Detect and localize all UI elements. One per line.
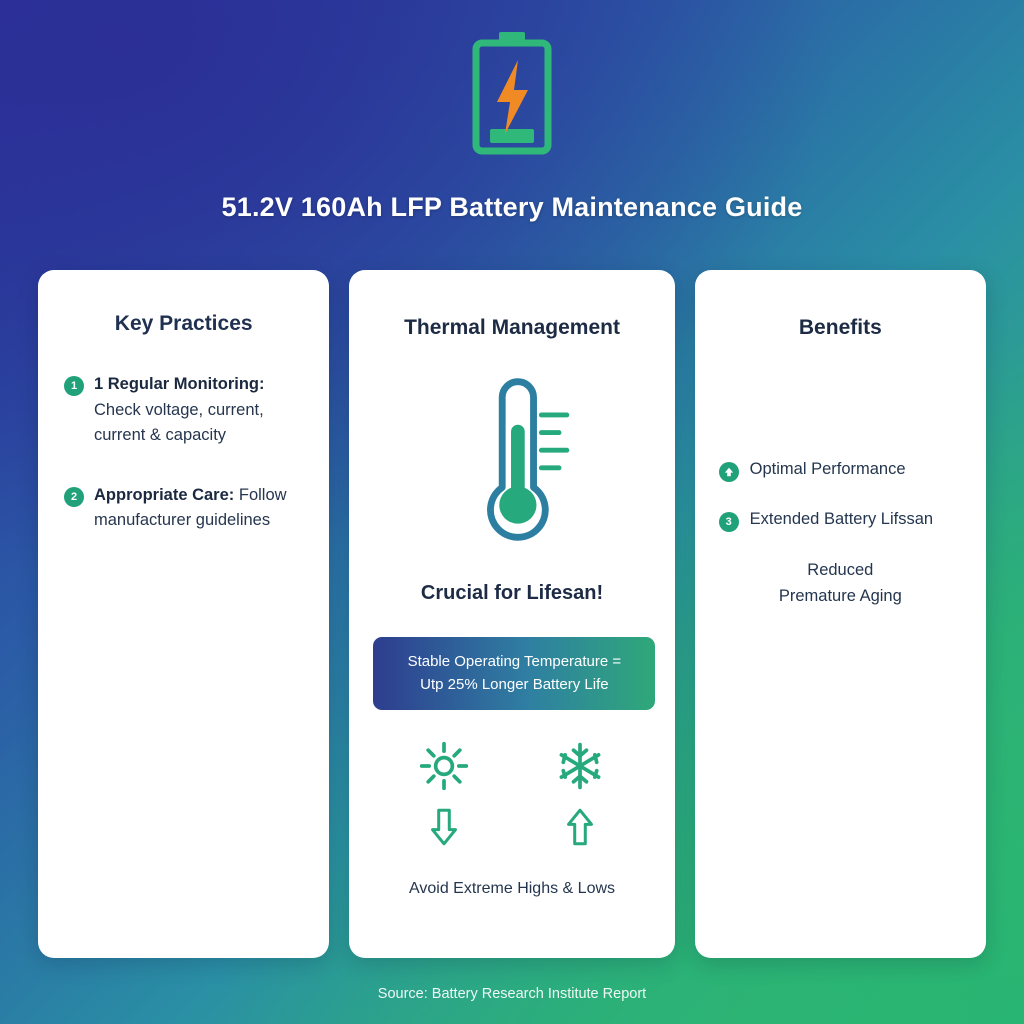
practice-lead: 1 Regular Monitoring:	[94, 375, 265, 393]
benefit-extra-line-1: Reduced	[807, 561, 874, 579]
benefits-list	[719, 458, 962, 609]
arrow-up-icon	[719, 462, 739, 482]
card-title-thermal: Thermal Management	[404, 316, 620, 339]
step-badge: 3	[719, 512, 739, 532]
cards-row	[38, 270, 986, 958]
sun-icon	[418, 740, 470, 797]
list-item	[64, 372, 303, 449]
poster-header	[0, 0, 1024, 265]
high-temperature-group	[418, 740, 470, 852]
page-title: 51.2V 160Ah LFP Battery Maintenance Guide	[221, 192, 803, 222]
card-thermal-management	[349, 270, 674, 958]
battery-bolt-icon	[469, 30, 555, 158]
avoid-extremes-caption: Avoid Extreme Highs & Lows	[409, 880, 616, 897]
list-item	[719, 458, 962, 482]
practice-detail: Follow manufacturer guidelines	[94, 485, 287, 530]
card-benefits	[695, 270, 986, 958]
benefit-label: Optimal Performance	[749, 460, 906, 478]
practice-text	[94, 372, 303, 449]
step-badge: 1	[64, 376, 84, 396]
practice-detail: Check voltage, current, current & capacity	[94, 400, 264, 445]
list-item	[64, 483, 303, 534]
card-title-benefits: Benefits	[798, 316, 882, 339]
key-practices-list	[64, 372, 303, 534]
step-badge: 2	[64, 487, 84, 507]
ribbon-line-1: Stable Operating Temperature =	[407, 653, 622, 670]
card-key-practices	[38, 270, 329, 958]
practice-text	[94, 483, 303, 534]
stable-temperature-ribbon	[373, 637, 655, 710]
low-temperature-group	[554, 740, 606, 852]
snowflake-icon	[554, 740, 606, 797]
practice-lead: Appropriate Care:	[94, 485, 235, 504]
weather-row	[373, 740, 650, 852]
ribbon-line-2: Utp 25% Longer Battery Life	[420, 675, 609, 693]
thermometer-icon	[373, 368, 650, 554]
source-note: Source: Battery Research Institute Report	[377, 986, 647, 1002]
benefit-label: Extended Battery Lifssan	[749, 510, 934, 528]
arrow-down-icon	[429, 807, 459, 852]
crucial-text: Crucial for Lifesan!	[420, 582, 604, 604]
arrow-up-icon	[565, 807, 595, 852]
benefit-extra	[719, 558, 962, 609]
benefit-extra-line-2: Premature Aging	[778, 586, 902, 605]
list-item	[719, 508, 962, 532]
card-title-key-practices: Key Practices	[114, 312, 253, 335]
